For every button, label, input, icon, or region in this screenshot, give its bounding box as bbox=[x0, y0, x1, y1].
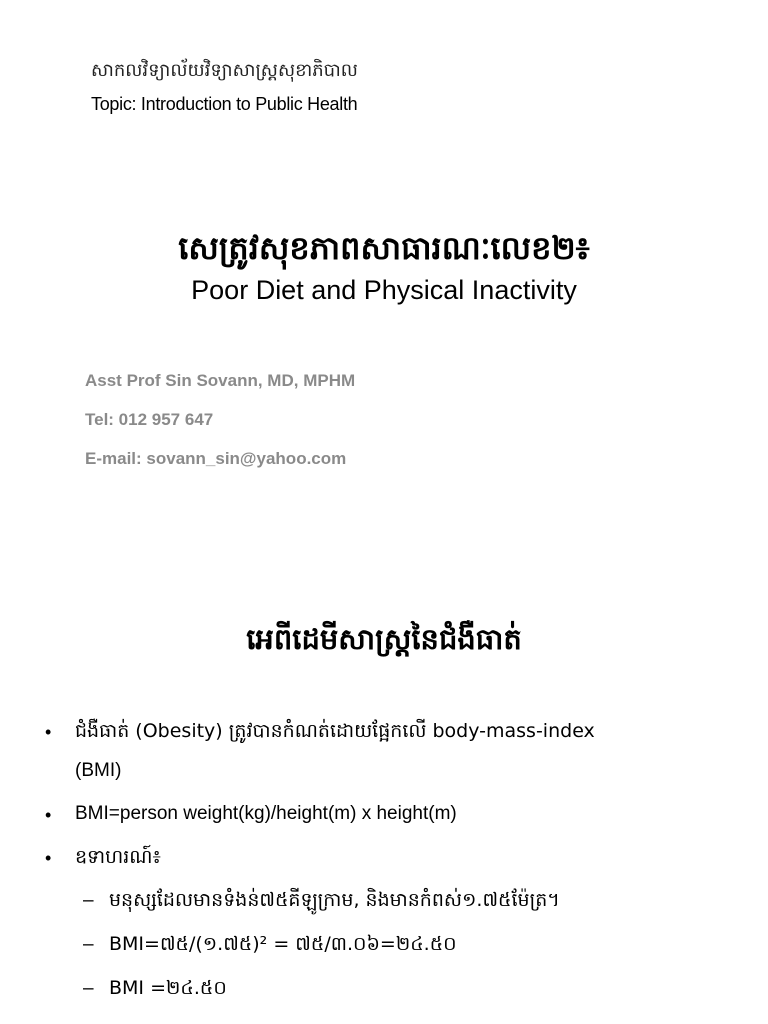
sub-item-bmi-calculation: BMI=៧៥/(១.៧៥)² = ៧៥/៣.០៦=២៤.៥០ bbox=[109, 933, 457, 955]
bullet-obesity-definition-continued: (BMI) bbox=[75, 760, 122, 781]
bullet-example-heading: ឧទាហរណ៍៖ bbox=[75, 846, 161, 868]
sub-item-marker: – bbox=[83, 934, 94, 955]
bullet-marker: • bbox=[45, 805, 52, 825]
sub-item-bmi-result: BMI =២៤.៥០ bbox=[109, 977, 227, 999]
author-name: Asst Prof Sin Sovann, MD, MPHM bbox=[85, 371, 356, 390]
telephone: Tel: 012 957 647 bbox=[85, 410, 214, 429]
bullet-marker: • bbox=[45, 848, 52, 868]
sub-item-example-person: មនុស្សដែលមានទំងន់៧៥គីឡូក្រាម, និងមានកំពស់១.៧៥ម៉ែត្រ។ bbox=[109, 889, 560, 911]
section-title: អេពីដេមីសាស្រ្តនៃជំងឺធាត់ bbox=[246, 622, 522, 656]
university-name: សាកលវិទ្យាល័យវិទ្យាសាស្រ្តសុខាភិបាល bbox=[91, 60, 358, 81]
bullet-bmi-formula: BMI=person weight(kg)/height(m) x height(m) bbox=[75, 803, 457, 824]
lecture-title-english: Poor Diet and Physical Inactivity bbox=[191, 275, 577, 305]
bullet-marker: • bbox=[45, 722, 52, 742]
sub-item-marker: – bbox=[83, 978, 94, 999]
bullet-obesity-definition: ជំងឺធាត់ (Obesity) ត្រូវបានកំណត់ដោយផ្អែកលើ body-mass-index bbox=[75, 720, 595, 742]
topic-line: Topic: Introduction to Public Health bbox=[91, 94, 358, 114]
email-address: E-mail: sovann_sin@yahoo.com bbox=[85, 449, 347, 468]
lecture-title-khmer: សេត្រូវសុខភាពសាធារណៈលេខ២៖ bbox=[178, 229, 590, 267]
sub-item-marker: – bbox=[83, 890, 94, 911]
